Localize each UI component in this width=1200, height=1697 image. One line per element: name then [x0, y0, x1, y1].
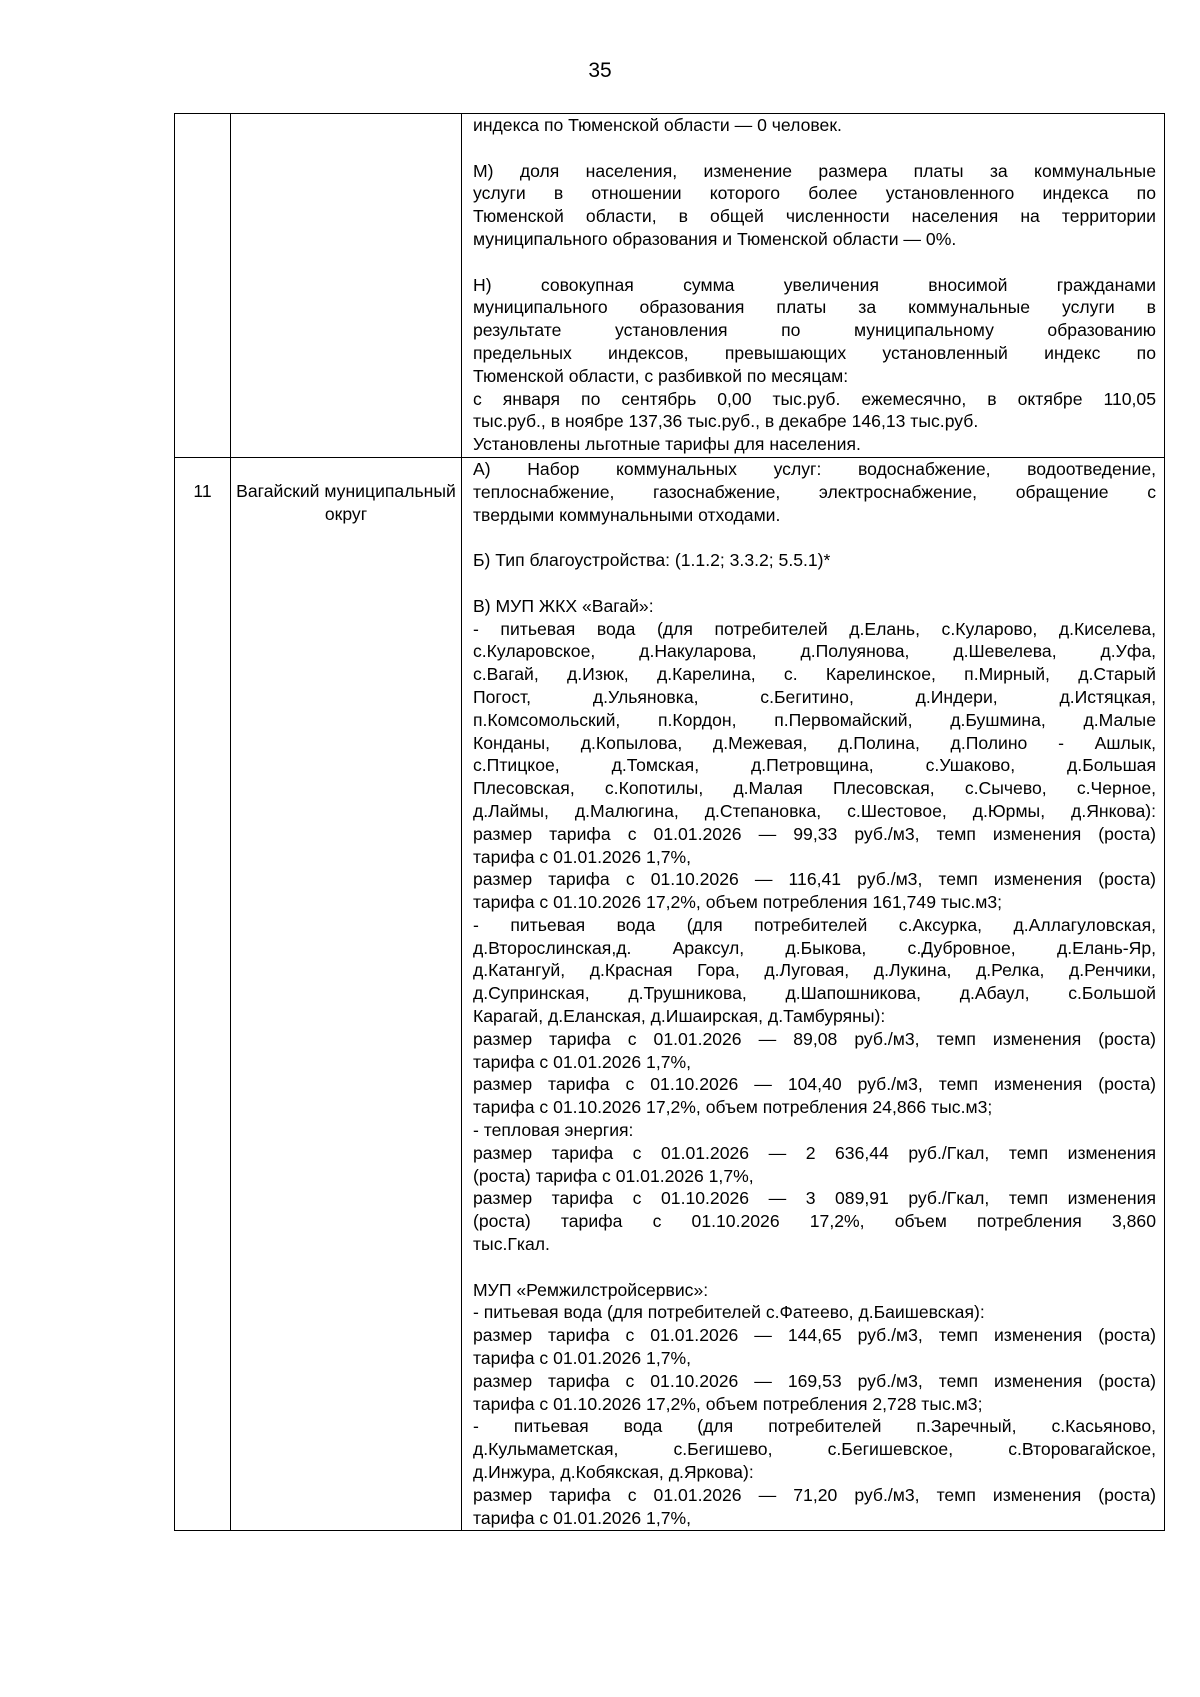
row-number-cell: 11: [175, 457, 231, 1530]
text-line: В) МУП ЖКХ «Вагай»:: [473, 595, 654, 616]
text-line: тарифа с 01.10.2026 17,2%, объем потребления 2,728 тыс.м3;: [473, 1393, 983, 1414]
text-line: тарифа с 01.10.2026 17,2%, объем потребления 24,866 тыс.м3;: [473, 1097, 993, 1118]
paragraph-gap: [473, 251, 1156, 274]
paragraph-gap: [473, 137, 1156, 160]
paragraph-gap: [473, 526, 1156, 549]
text-line: А) Набор коммунальных услуг: водоснабжение, водоотведение,: [473, 458, 1156, 479]
text-line: (роста) тарифа с 01.01.2026 1,7%,: [473, 1165, 754, 1186]
tariff-description-cell: [462, 114, 1165, 458]
text-line: размер тарифа с 01.01.2026 — 2 636,44 руб./Гкал, темп изменения: [473, 1142, 1156, 1163]
text-line: предельных индексов, превышающих установленный индекс по: [473, 342, 1156, 363]
text-line: Н) совокупная сумма увеличения вносимой гражданами: [473, 274, 1156, 295]
paragraph-gap: [473, 1256, 1156, 1279]
table-row: [175, 457, 1165, 1530]
text-line: размер тарифа с 01.01.2026 — 71,20 руб./м3, темп изменения (роста): [473, 1484, 1156, 1505]
text-line: М) доля населения, изменение размера платы за коммунальные: [473, 160, 1156, 181]
tariff-description-cell: [462, 457, 1165, 1530]
text-line: теплоснабжение, газоснабжение, электроснабжение, обращение с: [473, 481, 1156, 502]
text-line: муниципального образования платы за коммунальные услуги в: [473, 297, 1156, 318]
text-line: Тюменской области, с разбивкой по месяцам:: [473, 365, 849, 386]
text-line: тарифа с 01.10.2026 17,2%, объем потребления 161,749 тыс.м3;: [473, 892, 1003, 913]
paragraph-gap: [473, 572, 1156, 595]
text-line: - питьевая вода (для потребителей с.Аксурка, д.Аллагуловская,: [473, 914, 1156, 935]
tariff-table: [174, 113, 1165, 1531]
text-line: п.Комсомольский, п.Кордон, п.Первомайский, д.Бушмина, д.Малые: [473, 709, 1156, 730]
text-line: д.Супринская, д.Трушникова, д.Шапошникова, д.Абаул, с.Большой: [473, 983, 1156, 1004]
text-line: размер тарифа с 01.01.2026 — 99,33 руб./м3, темп изменения (роста): [473, 823, 1156, 844]
text-line: Установлены льготные тарифы для населения.: [473, 434, 861, 455]
text-line: размер тарифа с 01.10.2026 — 3 089,91 руб./Гкал, темп изменения: [473, 1188, 1156, 1209]
text-line: Тюменской области, в общей численности населения на территории: [473, 206, 1156, 227]
text-line: твердыми коммунальными отходами.: [473, 504, 781, 525]
text-line: с января по сентябрь 0,00 тыс.руб. ежемесячно, в октябре 110,05: [473, 388, 1156, 409]
text-line: д.Второслинская,д. Араксул, д.Быкова, с.Дубровное, д.Елань-Яр,: [473, 937, 1156, 958]
text-line: д.Катангуй, д.Красная Гора, д.Луговая, д.Лукина, д.Релка, д.Ренчики,: [473, 960, 1156, 981]
text-line: Конданы, д.Копылова, д.Межевая, д.Полина, д.Полино - Ашлык,: [473, 732, 1156, 753]
text-line: услуги в отношении которого более установленного индекса по: [473, 183, 1156, 204]
municipality-name-cell: Вагайский муниципальный округ: [231, 457, 462, 1530]
text-line: с.Птицкое, д.Томская, д.Петровщина, с.Ушаково, д.Большая: [473, 755, 1156, 776]
text-line: индекса по Тюменской области — 0 человек.: [473, 115, 842, 135]
table-row: [175, 114, 1165, 458]
text-line: д.Лаймы, д.Малюгина, д.Степановка, с.Шестовое, д.Юрмы, д.Янкова):: [473, 800, 1156, 821]
text-line: - питьевая вода (для потребителей с.Фатеево, д.Баишевская):: [473, 1302, 985, 1323]
text-line: размер тарифа с 01.01.2026 — 144,65 руб./м3, темп изменения (роста): [473, 1325, 1156, 1346]
text-line: муниципального образования и Тюменской области — 0%.: [473, 228, 957, 249]
text-line: тыс.руб., в ноябре 137,36 тыс.руб., в декабре 146,13 тыс.руб.: [473, 411, 979, 432]
text-line: тарифа с 01.01.2026 1,7%,: [473, 1051, 692, 1072]
text-line: размер тарифа с 01.01.2026 — 89,08 руб./м3, темп изменения (роста): [473, 1028, 1156, 1049]
text-line: Погост, д.Ульяновка, с.Бегитино, д.Индери, д.Истяцкая,: [473, 686, 1156, 707]
text-line: размер тарифа с 01.10.2026 — 116,41 руб./м3, темп изменения (роста): [473, 869, 1156, 890]
text-line: тарифа с 01.01.2026 1,7%,: [473, 846, 692, 867]
text-line: - питьевая вода (для потребителей п.Заречный, с.Касьяново,: [473, 1416, 1156, 1437]
text-line: д.Кульмаметская, с.Бегишево, с.Бегишевское, с.Второвагайское,: [473, 1439, 1156, 1460]
municipality-name-cell: [231, 114, 462, 458]
text-line: Б) Тип благоустройства: (1.1.2; 3.3.2; 5.5.1)*: [473, 550, 831, 571]
page-number: 35: [588, 59, 612, 82]
text-line: Карагай, д.Еланская, д.Ишаирская, д.Тамбуряны):: [473, 1006, 886, 1027]
text-line: МУП «Ремжилстройсервис»:: [473, 1279, 709, 1300]
text-line: с.Куларовское, д.Накуларова, д.Полуянова, д.Шевелева, д.Уфа,: [473, 641, 1156, 662]
text-line: тарифа с 01.01.2026 1,7%,: [473, 1348, 692, 1369]
text-line: с.Вагай, д.Изюк, д.Карелина, с. Карелинское, п.Мирный, д.Старый: [473, 664, 1156, 685]
text-line: (роста) тарифа с 01.10.2026 17,2%, объем потребления 3,860: [473, 1211, 1156, 1232]
text-line: - тепловая энергия:: [473, 1120, 634, 1141]
text-line: д.Инжура, д.Кобякская, д.Яркова):: [473, 1462, 754, 1483]
text-line: - питьевая вода (для потребителей д.Елань, с.Куларово, д.Киселева,: [473, 618, 1156, 639]
text-line: Плесовская, с.Копотилы, д.Малая Плесовская, с.Сычево, с.Черное,: [473, 778, 1156, 799]
row-number-cell: [175, 114, 231, 458]
text-line: размер тарифа с 01.10.2026 — 169,53 руб./м3, темп изменения (роста): [473, 1370, 1156, 1391]
text-line: тыс.Гкал.: [473, 1234, 550, 1255]
text-line: результате установления по муниципальному образованию: [473, 320, 1156, 341]
text-line: размер тарифа с 01.10.2026 — 104,40 руб./м3, темп изменения (роста): [473, 1074, 1156, 1095]
text-line: тарифа с 01.01.2026 1,7%,: [473, 1507, 692, 1528]
